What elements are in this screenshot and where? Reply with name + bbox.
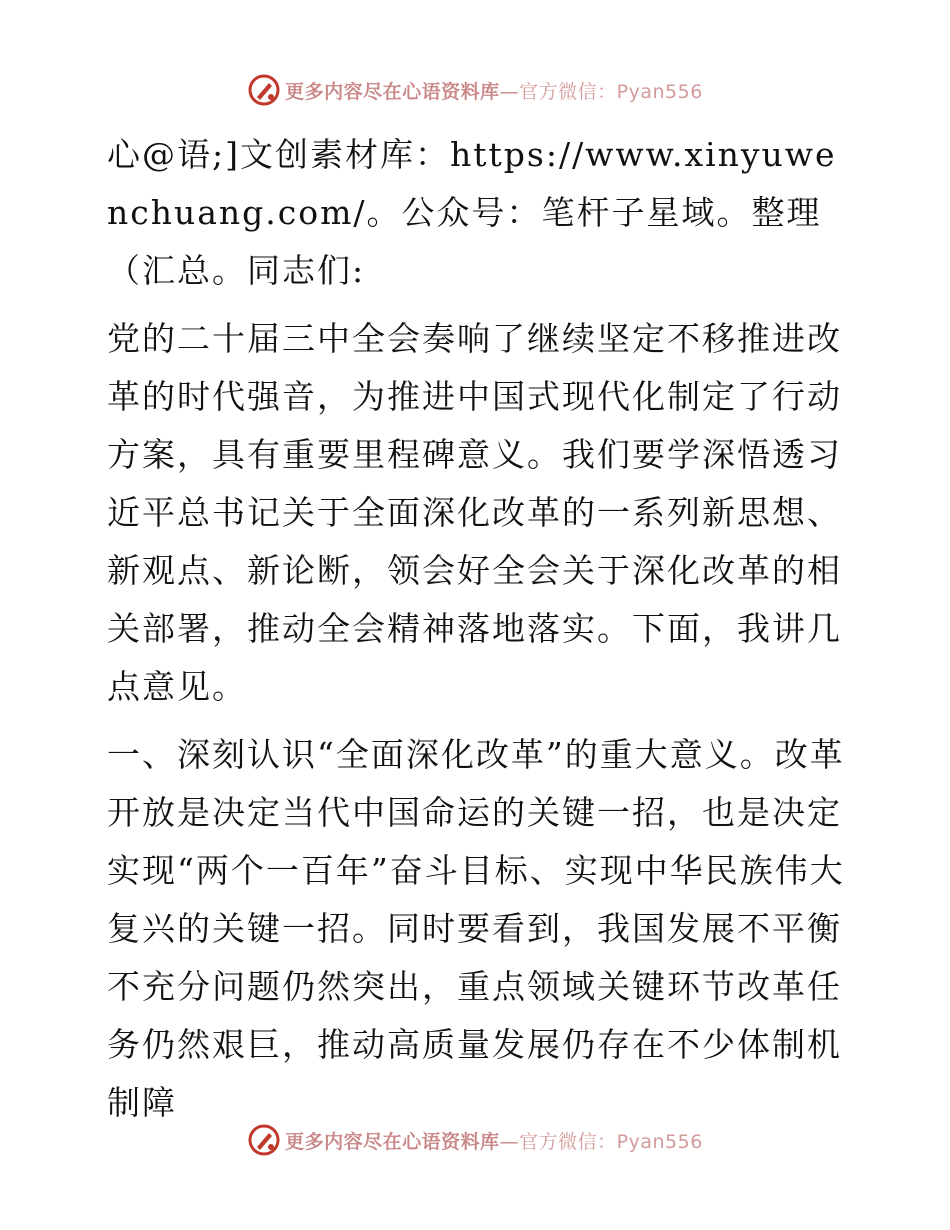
paragraph-intro: 心@语;]文创素材库：https://www.xinyuwenchuang.com/。公众号：笔杆子星域。整理（汇总。同志们:: [107, 135, 837, 290]
paragraph-point-one: 一、深刻认识“全面深化改革”的重大意义。改革开放是决定当代中国命运的关键一招，也是决定实现“两个一百年”奋斗目标、实现中华民族伟大复兴的关键一招。同时要看到，我国发展不平衡不充分问题仍然突出，重点领域关键环节改革任务仍然艰巨，推动高质量发展仍存在不少体制机制障: [107, 735, 845, 1122]
watermark-dash: —: [499, 80, 520, 103]
header-watermark-banner: [0, 70, 950, 110]
paragraph-overview: 党的二十届三中全会奏响了继续坚定不移推进改革的时代强音，为推进中国式现代化制定了行动方案，具有重要里程碑意义。我们要学深悟透习近平总书记关于全面深化改革的一系列新思想、新观点、新论断，领会好全会关于深化改革的相关部署，推动全会精神落地落实。下面，我讲几点意见。: [107, 319, 842, 706]
watermark-wechat-text: 官方微信：Pyan556: [519, 80, 703, 103]
watermark-wechat-text: 官方微信：Pyan556: [519, 1130, 703, 1153]
document-body: [97, 126, 857, 1142]
watermark-text: [285, 1127, 703, 1154]
watermark-text: [285, 77, 703, 104]
brand-logo-icon: [247, 73, 281, 107]
brand-logo-icon: [247, 1123, 281, 1157]
watermark-dash: —: [499, 1130, 520, 1153]
watermark-main-text: 更多内容尽在心语资料库: [285, 80, 500, 103]
watermark-main-text: 更多内容尽在心语资料库: [285, 1130, 500, 1153]
footer-watermark-banner: [0, 1120, 950, 1160]
